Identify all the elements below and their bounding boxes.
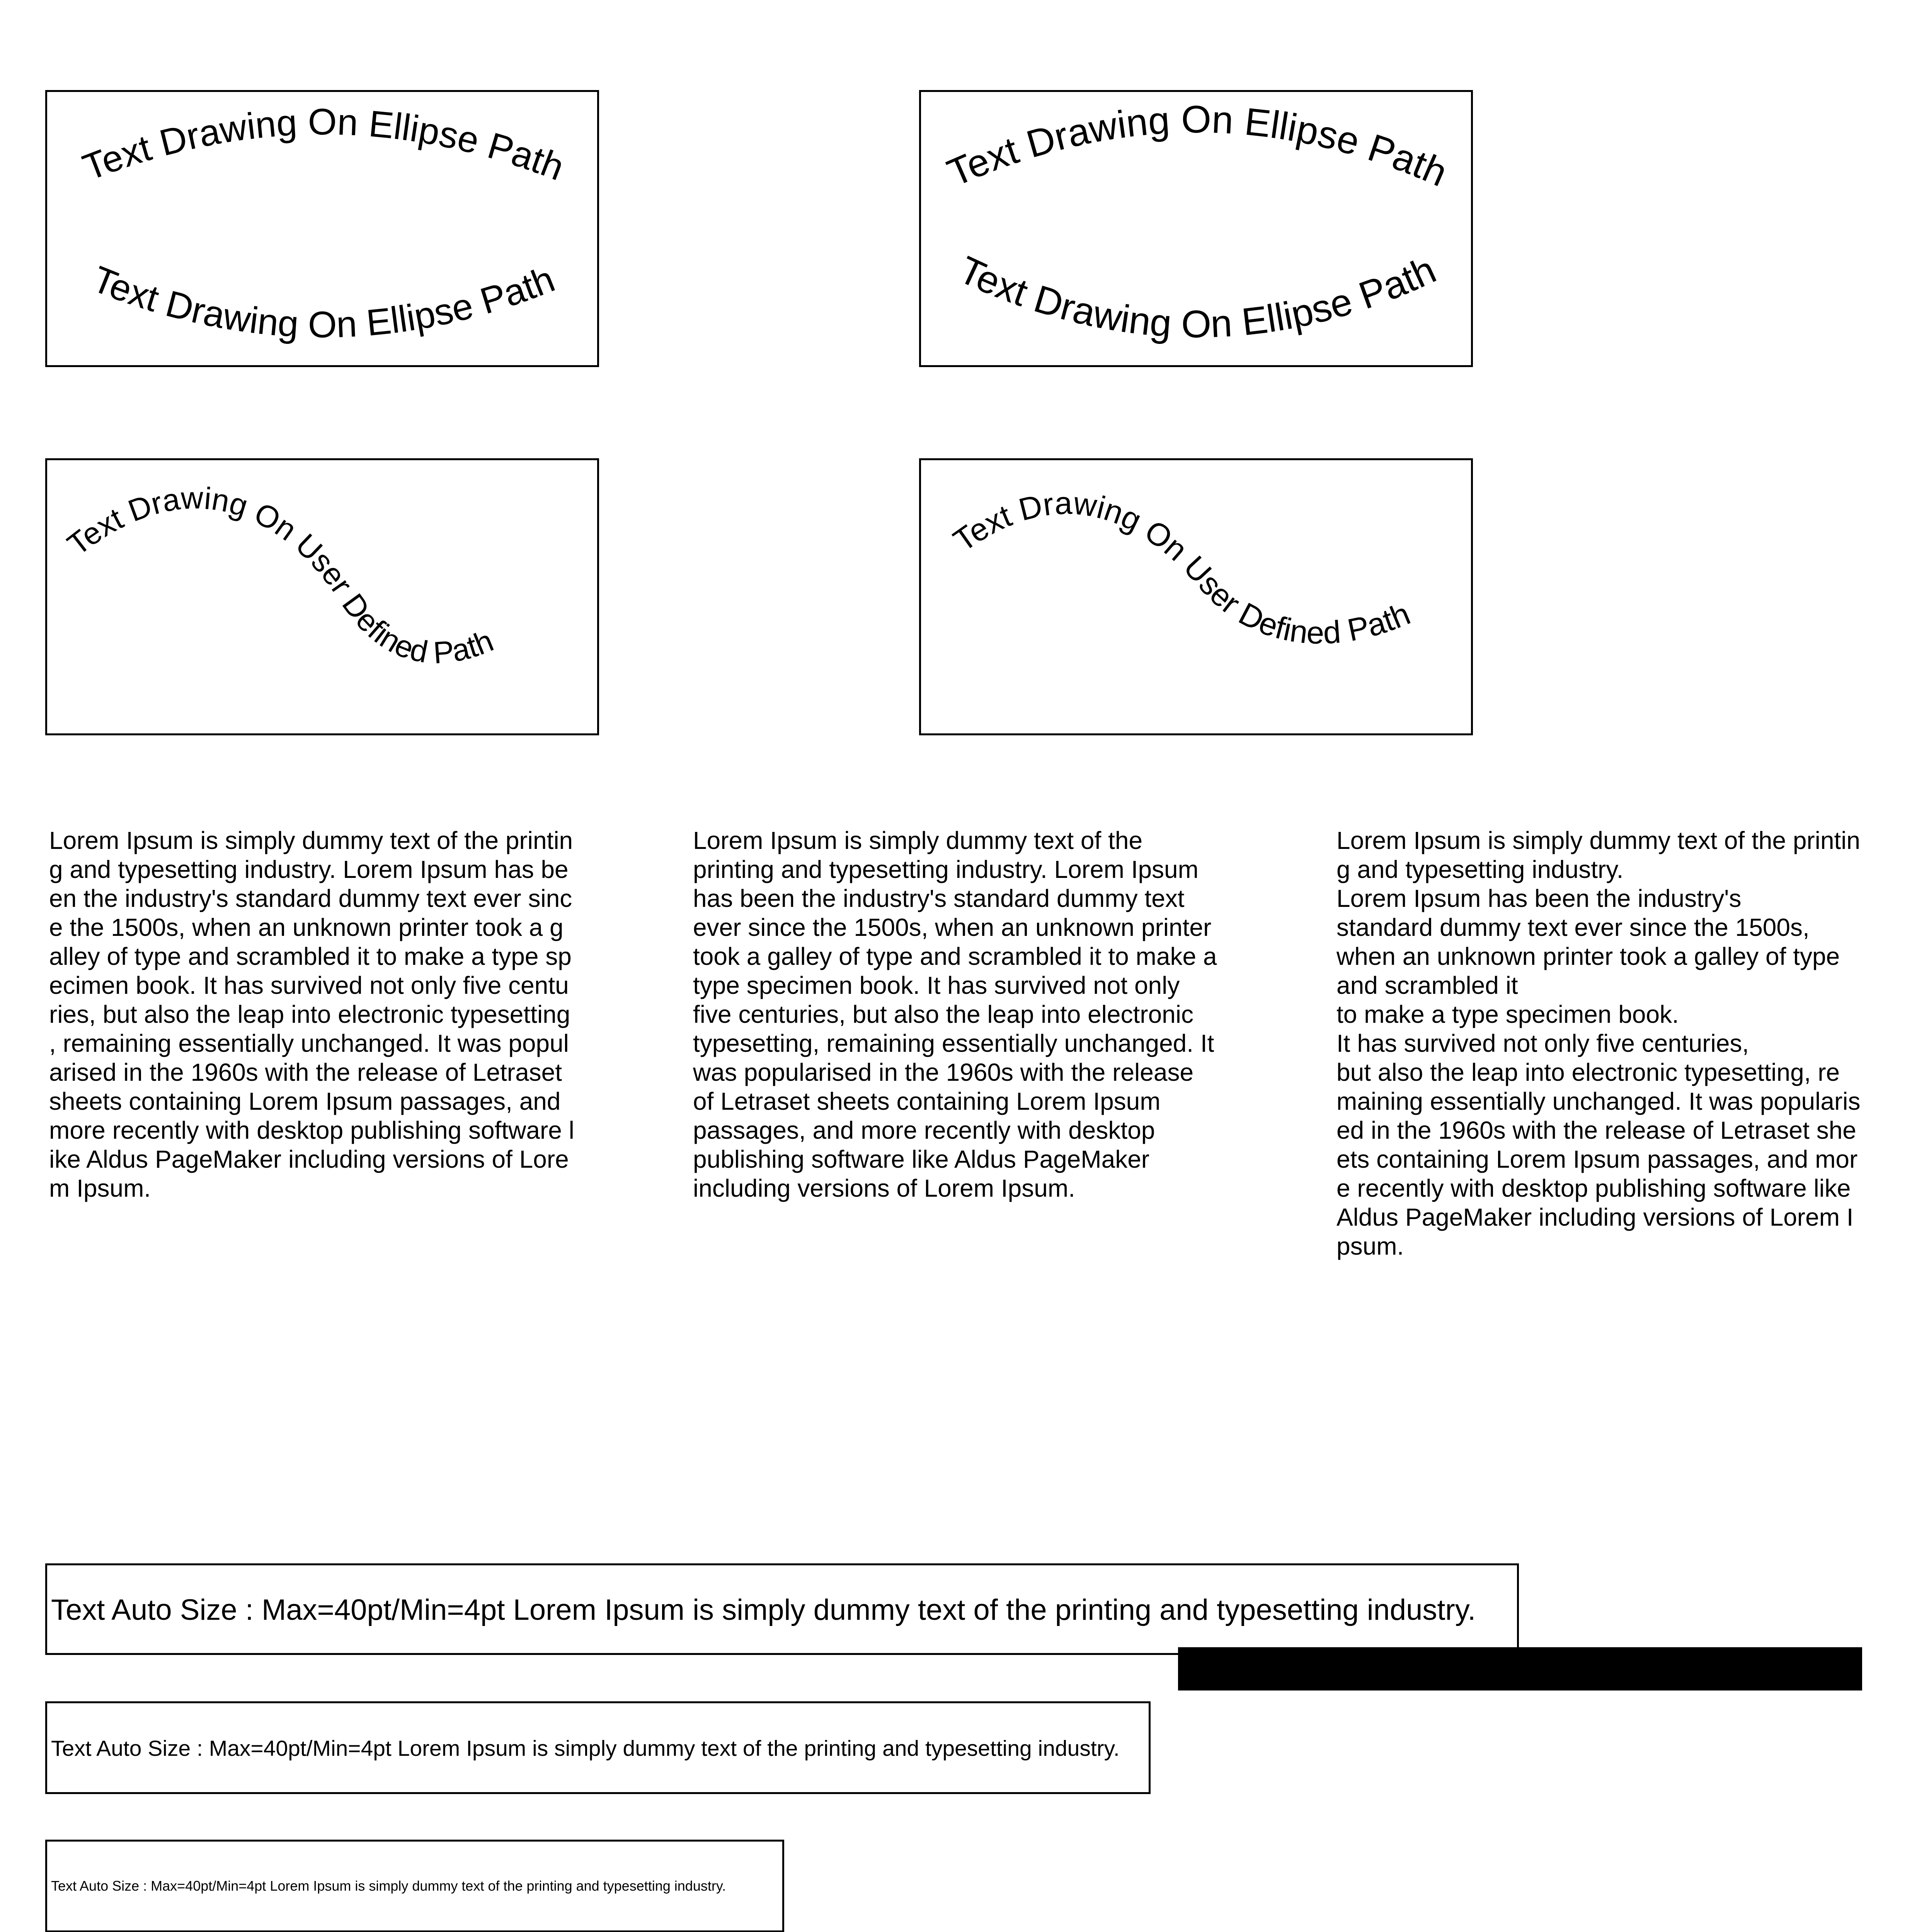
user-path-box-2 (919, 458, 1473, 735)
ellipse-text-bottom-2: Text Drawing On Ellipse Path (952, 248, 1442, 346)
ellipse-text-bottom-1: Text Drawing On Ellipse Path (87, 258, 560, 346)
ellipse-path-box-2 (919, 90, 1473, 367)
user-path-text-1: Text Drawing On User Defined Path (61, 480, 498, 670)
auto-size-box-small (45, 1840, 784, 1932)
user-path-drawing-1 (47, 460, 601, 737)
paragraph-column-1: Lorem Ipsum is simply dummy text of the printin g and typesetting industry. Lorem Ipsum has be en the industry's standard dummy text ever sinc e the 1500s, when an unknown printer took a g alley of type and scrambled it to make a type sp ecimen book. It has survived not only five centu ries, but also the leap into electronic typesetting , remaining essentially unchanged. It was popul arised in the 1960s with the release of Letraset sheets containing Lorem Ipsum passages, and more recently with desktop publishing software l ike Aldus PageMaker including versions of Lore m Ipsum. (49, 827, 574, 1202)
ellipse-text-top-2: Text Drawing On Ellipse Path (941, 97, 1454, 195)
auto-size-text-medium: Text Auto Size : Max=40pt/Min=4pt Lorem Ipsum is simply dummy text of the printing and typesetting industry. (51, 1736, 1120, 1761)
auto-size-box-medium (45, 1701, 1151, 1794)
auto-size-text-small: Text Auto Size : Max=40pt/Min=4pt Lorem Ipsum is simply dummy text of the printing and typesetting industry. (51, 1878, 726, 1894)
ellipse-text-top-1: Text Drawing On Ellipse Path (77, 101, 570, 189)
user-path-box-1 (45, 458, 599, 735)
paragraph-column-3: Lorem Ipsum is simply dummy text of the printin g and typesetting industry. Lorem Ipsum has been the industry's standard dummy text ever since the 1500s, when an unknown printer took a galley of type and scrambled it to make a type specimen book. It has survived not only five centuries, but also the leap into electronic typesetting, re maining essentially unchanged. It was popularis ed in the 1960s with the release of Letraset she ets containing Lorem Ipsum passages, and mor e recently with desktop publishing software like Aldus PageMaker including versions of Lorem I psum. (1336, 827, 1861, 1260)
user-path-text-2: Text Drawing On User Defined Path (947, 485, 1415, 651)
ellipse-path-drawing-1 (47, 92, 601, 369)
ellipse-path-box-1 (45, 90, 599, 367)
ellipse-path-drawing-2 (921, 92, 1475, 369)
user-path-drawing-2 (921, 460, 1475, 737)
auto-size-text-large: Text Auto Size : Max=40pt/Min=4pt Lorem Ipsum is simply dummy text of the printing and typesetting industry. (51, 1594, 1476, 1626)
auto-size-box-large (45, 1563, 1519, 1655)
black-bar (1178, 1647, 1862, 1690)
paragraph-column-2: Lorem Ipsum is simply dummy text of the printing and typesetting industry. Lorem Ipsum has been the industry's standard dummy text ever since the 1500s, when an unknown printer took a galley of type and scrambled it to make a type specimen book. It has survived not only five centuries, but also the leap into electronic typesetting, remaining essentially unchanged. It was popularised in the 1960s with the release of Letraset sheets containing Lorem Ipsum passages, and more recently with desktop publishing software like Aldus PageMaker including versions of Lorem Ipsum. (693, 827, 1217, 1202)
